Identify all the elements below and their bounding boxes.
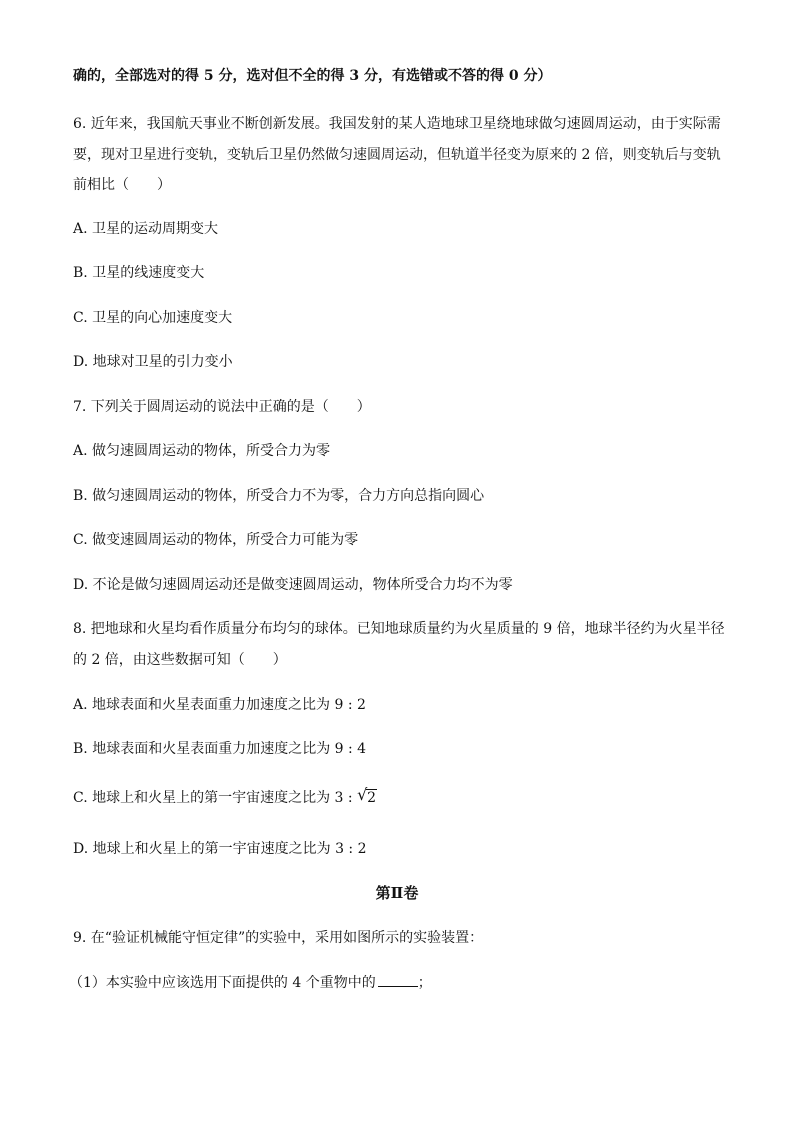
q9-sub1 (69, 972, 432, 993)
q7-option-d: D. 不论是做匀速圆周运动还是做变速圆周运动，物体所受合力均不为零 (73, 577, 513, 593)
radical-sign: √ (357, 785, 368, 804)
q6-stem-line-3: 前相比（ ） (73, 177, 171, 193)
q9-stem: 9. 在“验证机械能守恒定律”的实验中，采用如图所示的实验装置： (73, 930, 484, 946)
q8-option-c (73, 785, 377, 808)
q8-stem-line-2: 的 2 倍，由这些数据可知（ ） (73, 652, 287, 668)
q6-option-c: C. 卫星的向心加速度变大 (73, 310, 233, 326)
section-note: 确的，全部选对的得 5 分，选对但不全的得 3 分，有选错或不答的得 0 分） (73, 68, 552, 84)
q9-sub1-suffix: ； (417, 975, 432, 991)
q8-option-d: D. 地球上和火星上的第一宇宙速度之比为 3 : 2 (73, 841, 367, 857)
q6-option-d: D. 地球对卫星的引力变小 (73, 354, 233, 370)
q6-option-b: B. 卫星的线速度变大 (73, 265, 205, 281)
q6-stem-line-2: 要，现对卫星进行变轨，变轨后卫星仍然做匀速圆周运动，但轨道半径变为原来的 2 倍，则变轨后与变轨 (73, 147, 721, 163)
q8-option-b: B. 地球表面和火星表面重力加速度之比为 9 : 4 (73, 741, 367, 757)
q6-stem-line-1: 6. 近年来，我国航天事业不断创新发展。我国发射的某人造地球卫星绕地球做匀速圆周运动，由于实际需 (73, 116, 721, 132)
q8-option-c-text: C. 地球上和火星上的第一宇宙速度之比为 3 : (73, 790, 358, 806)
part-2-title: 第Ⅱ卷 (375, 884, 419, 902)
sqrt-expression (357, 785, 377, 808)
q7-option-c: C. 做变速圆周运动的物体，所受合力可能为零 (73, 532, 359, 548)
q8-stem-line-1: 8. 把地球和火星均看作质量分布均匀的球体。已知地球质量约为火星质量的 9 倍，地球半径约为火星半径 (73, 621, 725, 637)
radicand: 2 (367, 790, 377, 806)
q7-option-b: B. 做匀速圆周运动的物体，所受合力不为零，合力方向总指向圆心 (73, 488, 485, 504)
q9-sub1-text: （1）本实验中应该选用下面提供的 4 个重物中的 (69, 975, 376, 991)
q7-option-a: A. 做匀速圆周运动的物体，所受合力为零 (73, 443, 331, 459)
q8-option-a: A. 地球表面和火星表面重力加速度之比为 9 : 2 (73, 697, 366, 713)
q6-option-a: A. 卫星的运动周期变大 (73, 221, 219, 237)
q7-stem: 7. 下列关于圆周运动的说法中正确的是（ ） (73, 399, 371, 415)
answer-blank[interactable] (378, 972, 418, 987)
